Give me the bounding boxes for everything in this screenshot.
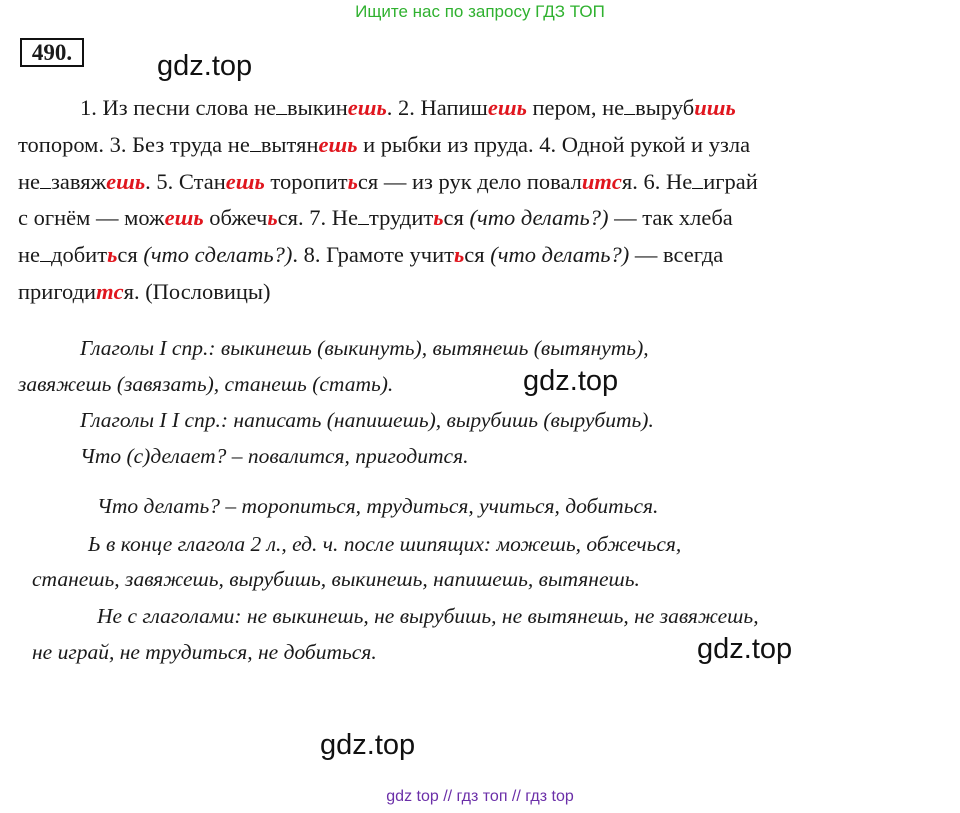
task-text: . 5. Стан: [145, 169, 226, 194]
task-line: [18, 205, 733, 231]
task-text: ся: [464, 242, 491, 267]
blank-gap: [624, 113, 635, 115]
blank-gap: [250, 150, 261, 152]
watermark: gdz.top: [697, 633, 793, 665]
task-line: [80, 95, 736, 121]
task-text: ся: [443, 205, 470, 230]
highlighted-ending: ь: [107, 242, 118, 267]
task-text: торопит: [264, 169, 348, 194]
search-banner[interactable]: Ищите нас по запросу ГДЗ ТОП: [355, 2, 605, 21]
highlighted-ending: ешь: [225, 169, 265, 194]
blank-gap: [40, 187, 51, 189]
question-hint: (что делать?): [490, 242, 630, 267]
answer-line: станешь, завяжешь, вырубишь, выкинешь, напишешь, вытянешь.: [32, 567, 640, 591]
task-text: трудит: [369, 205, 434, 230]
highlighted-ending: ешь: [318, 132, 358, 157]
blank-gap: [276, 113, 287, 115]
question-hint: (что делать?): [469, 205, 609, 230]
blank-gap: [692, 187, 703, 189]
answer-line: Ь в конце глагола 2 л., ед. ч. после шипящих: можешь, обжечься,: [88, 532, 682, 556]
task-line: [18, 242, 723, 268]
watermark: gdz.top: [320, 729, 416, 761]
answer-line: завяжешь (завязать), станешь (стать).: [18, 372, 394, 396]
exercise-number: 490.: [20, 38, 84, 67]
task-text: не: [18, 242, 41, 267]
highlighted-ending: ь: [453, 242, 465, 267]
task-text: топором. 3. Без труда не: [18, 132, 250, 157]
highlighted-ending: ишь: [694, 95, 736, 120]
task-text: выкин: [286, 95, 348, 120]
answer-line: Глаголы I I спр.: написать (напишешь), вырубишь (вырубить).: [80, 408, 654, 432]
answer-line: Глаголы I спр.: выкинешь (выкинуть), вытянешь (вытянуть),: [80, 336, 649, 360]
highlighted-ending: тс: [96, 279, 124, 304]
blank-gap: [40, 260, 51, 262]
task-line: [18, 279, 271, 305]
watermark: gdz.top: [157, 50, 253, 82]
highlighted-ending: ешь: [347, 95, 387, 120]
task-text: ся. 7. Не: [277, 205, 358, 230]
task-text: с огнём — мож: [18, 205, 165, 230]
task-text: ся: [117, 242, 144, 267]
task-text: не: [18, 169, 41, 194]
task-text: я. (Пословицы): [123, 279, 271, 304]
task-text: играй: [703, 169, 758, 194]
answer-line: Не с глаголами: не выкинешь, не вырубишь, не вытянешь, не завяжешь,: [97, 604, 759, 628]
answer-line: не играй, не трудиться, не добиться.: [32, 640, 377, 664]
task-line: [18, 132, 750, 158]
highlighted-ending: итс: [581, 169, 622, 194]
task-text: пригоди: [18, 279, 97, 304]
task-text: — так хлеба: [608, 205, 733, 230]
task-text: добит: [51, 242, 108, 267]
highlighted-ending: ешь: [106, 169, 146, 194]
task-text: и рыбки из пруда. 4. Одной рукой и узла: [357, 132, 751, 157]
footer-links[interactable]: gdz top // гдз топ // гдз top: [386, 788, 574, 805]
question-hint: (что сделать?): [143, 242, 293, 267]
watermark: gdz.top: [523, 365, 619, 397]
task-text: вытян: [260, 132, 319, 157]
task-text: . 2. Напиш: [386, 95, 488, 120]
answer-line: Что (с)делает? – повалится, пригодится.: [80, 444, 469, 468]
highlighted-ending: ь: [433, 205, 444, 230]
task-text: я. 6. Не: [621, 169, 693, 194]
task-text: — всегда: [629, 242, 724, 267]
task-text: ся — из рук дело повал: [357, 169, 582, 194]
task-text: выруб: [635, 95, 695, 120]
task-text: обжеч: [203, 205, 268, 230]
task-text: 1. Из песни слова не: [80, 95, 276, 120]
highlighted-ending: ешь: [487, 95, 527, 120]
highlighted-ending: ешь: [164, 205, 204, 230]
task-text: завяж: [51, 169, 107, 194]
highlighted-ending: ь: [347, 169, 358, 194]
blank-gap: [358, 223, 369, 225]
task-text: пером, не: [526, 95, 625, 120]
answer-line: Что делать? – торопиться, трудиться, учиться, добиться.: [97, 494, 659, 518]
highlighted-ending: ь: [267, 205, 278, 230]
task-line: [18, 169, 758, 195]
task-text: . 8. Грамоте учит: [292, 242, 454, 267]
